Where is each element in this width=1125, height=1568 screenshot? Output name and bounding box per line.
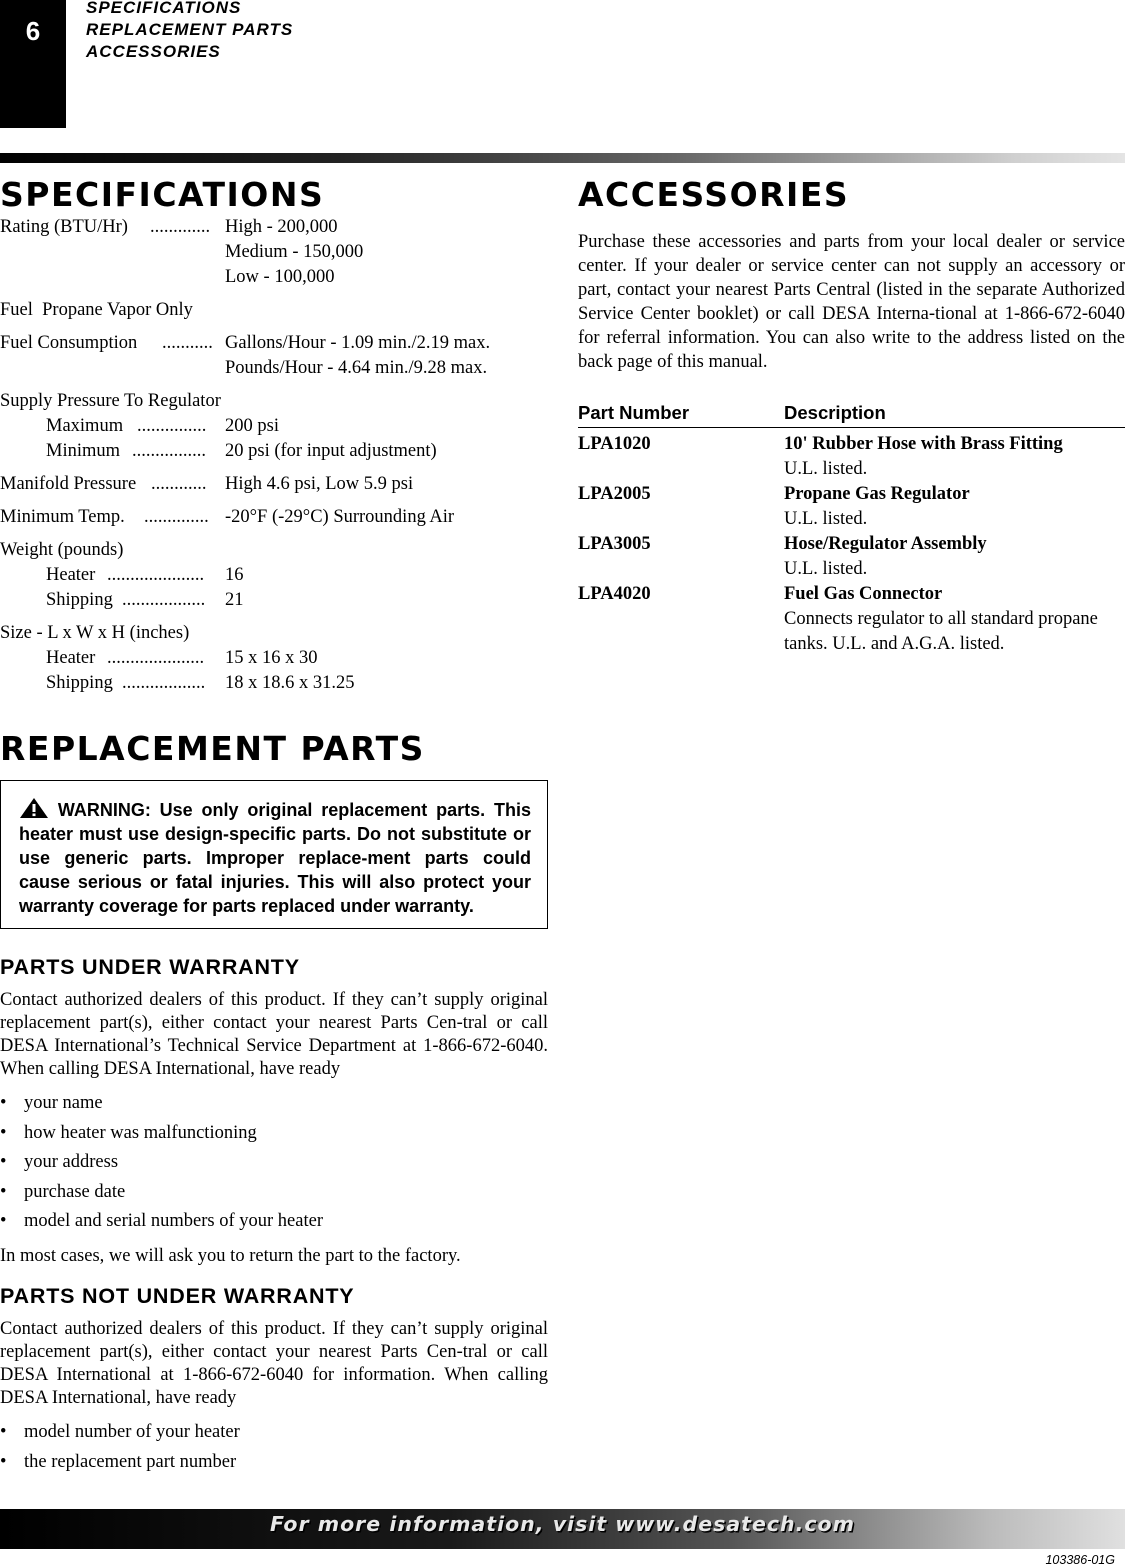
spec-leader: ........... — [162, 333, 213, 353]
list-item: • your name — [0, 1093, 103, 1113]
spec-value: 200 psi — [225, 416, 279, 436]
spec-row — [0, 472, 548, 497]
specifications-list — [0, 215, 548, 696]
parts-under-warranty-body: Contact authorized dealers of this product. If they can’t supply original replacement part(s), either contact your nearest Parts Cen-tral or call DESA International’s Technical Service Department at 1-866-672-6040. When calling DESA International, have ready — [0, 990, 548, 1079]
accessories-intro: Purchase these accessories and parts from your local dealer or service center. If your dealer or service center can not supply an accessory or part, contact your nearest Parts Central (listed in the separate Authorized Service Center booklet) or call DESA Interna-tional at 1-866-672-6040 for referral information. You can also write to the address listed on the back page of this manual. — [578, 232, 1125, 372]
non-warranty-checklist — [0, 1418, 548, 1477]
spec-leader: ............ — [151, 474, 207, 494]
spec-value: 16 — [225, 565, 244, 585]
spec-row — [0, 389, 548, 414]
spec-label: Minimum Temp. — [0, 507, 125, 527]
spec-row — [0, 356, 548, 381]
accessories-title: ACCESSORIES — [578, 175, 850, 214]
specifications-title: SPECIFICATIONS — [0, 175, 325, 214]
list-item: • how heater was malfunctioning — [0, 1122, 257, 1143]
spec-leader: ..................... — [107, 565, 205, 585]
spec-value: 20 psi (for input adjustment) — [225, 441, 437, 461]
warning-box — [0, 780, 548, 929]
table-header — [578, 400, 1125, 428]
spec-leader: ............... — [137, 416, 207, 436]
spec-label: Heater — [46, 648, 96, 668]
table-row — [578, 532, 1125, 582]
spec-leader: .............. — [144, 507, 209, 527]
parts-under-warranty-closing: In most cases, we will ask you to return the part to the factory. — [0, 1245, 461, 1266]
spec-label: Weight (pounds) — [0, 540, 124, 560]
description-header: Description — [784, 402, 886, 423]
spec-label: Fuel Propane Vapor Only — [0, 300, 193, 320]
spec-row — [0, 331, 548, 356]
part-number-header: Part Number — [578, 402, 690, 423]
spec-row — [0, 671, 548, 696]
spec-leader: .................. — [122, 590, 206, 610]
table-row — [578, 482, 1125, 532]
spec-row — [0, 439, 548, 464]
warning-icon — [19, 800, 49, 820]
spec-label: Rating (BTU/Hr) — [0, 217, 128, 237]
section-list — [86, 0, 293, 63]
warranty-checklist — [0, 1089, 548, 1237]
replacement-parts-title: REPLACEMENT PARTS — [0, 729, 425, 768]
spec-row — [0, 414, 548, 439]
parts-not-under-warranty-heading: PARTS NOT UNDER WARRANTY — [0, 1283, 355, 1308]
spec-value: Gallons/Hour - 1.09 min./2.19 max. — [225, 333, 491, 353]
spec-label: Manifold Pressure — [0, 474, 137, 494]
spec-row — [0, 215, 548, 240]
list-item: • the replacement part number — [0, 1451, 237, 1472]
spec-row — [0, 240, 548, 265]
spec-label: Shipping — [46, 673, 113, 693]
list-item: • model number of your heater — [0, 1421, 240, 1442]
spec-row — [0, 588, 548, 613]
section-label: REPLACEMENT PARTS — [86, 20, 294, 39]
spec-leader: ............. — [150, 217, 211, 237]
document-number: 103386-01G — [1045, 1553, 1115, 1567]
spec-leader: .................. — [122, 673, 206, 693]
list-item: • model and serial numbers of your heater — [0, 1211, 323, 1232]
spec-value: High 4.6 psi, Low 5.9 psi — [225, 474, 414, 494]
top-divider-bar — [0, 153, 1125, 163]
spec-leader: ..................... — [107, 648, 205, 668]
spec-label: Heater — [46, 565, 96, 585]
parts-under-warranty-heading: PARTS UNDER WARRANTY — [0, 955, 300, 979]
part-description: Propane Gas Regulator U.L. listed. — [784, 484, 970, 529]
part-description: Fuel Gas Connector Connects regulator to all standard propane tanks. U.L. and A.G.A. listed. — [784, 584, 1098, 654]
part-number: LPA4020 — [578, 584, 651, 604]
part-description: Hose/Regulator Assembly U.L. listed. — [784, 534, 987, 579]
part-number: LPA2005 — [578, 484, 651, 504]
spec-row — [0, 646, 548, 671]
part-description: 10' Rubber Hose with Brass Fitting U.L. listed. — [784, 434, 1063, 479]
spec-label: Maximum — [46, 416, 124, 436]
list-item: • purchase date — [0, 1181, 126, 1202]
parts-not-under-warranty-body: Contact authorized dealers of this product. If they can’t supply original replacement part(s), either contact your nearest Parts Cen-tral or call DESA International at 1-866-672-6040 for information. When calling DESA International, have ready — [0, 1318, 548, 1408]
section-label: ACCESSORIES — [86, 42, 221, 61]
left-column — [0, 172, 548, 1477]
spec-value: Medium - 150,000 — [225, 242, 364, 262]
spec-value: 21 — [225, 590, 244, 610]
spec-value: -20°F (-29°C) Surrounding Air — [225, 507, 455, 527]
spec-value: Low - 100,000 — [225, 267, 335, 287]
spec-leader: ................ — [132, 441, 206, 461]
warning-text: WARNING: Use only original replacement parts. This heater must use design-specific parts. Do not substitute or use generic parts. Improper replace-ment parts could cause serious or fatal injuries. This will also protect your warranty coverage for parts replaced under warranty. — [19, 800, 531, 916]
spec-row — [0, 265, 548, 290]
table-row — [578, 582, 1125, 657]
spec-value: 18 x 18.6 x 31.25 — [225, 673, 355, 693]
spec-row — [0, 298, 548, 323]
spec-label: Minimum — [46, 441, 121, 461]
spec-value: 15 x 16 x 30 — [225, 648, 318, 668]
part-number: LPA1020 — [578, 434, 651, 454]
section-label: SPECIFICATIONS — [86, 0, 242, 17]
right-column — [578, 172, 1125, 657]
spec-row — [0, 538, 548, 563]
accessories-table — [578, 400, 1125, 657]
table-row — [578, 432, 1125, 482]
spec-row — [0, 563, 548, 588]
spec-value: Pounds/Hour - 4.64 min./9.28 max. — [225, 358, 488, 378]
spec-row — [0, 505, 548, 530]
spec-label: Supply Pressure To Regulator — [0, 391, 221, 411]
part-number: LPA3005 — [578, 534, 651, 554]
spec-label: Size - L x W x H (inches) — [0, 623, 190, 643]
list-item: • your address — [0, 1152, 119, 1173]
spec-label: Shipping — [46, 590, 113, 610]
spec-label: Fuel Consumption — [0, 333, 138, 353]
footer-banner-text: For more information, visit www.desatech.com — [270, 1512, 855, 1536]
spec-row — [0, 621, 548, 646]
spec-value: High - 200,000 — [225, 217, 338, 237]
footer-banner — [0, 1509, 1125, 1549]
page-number: 6 — [0, 0, 66, 128]
